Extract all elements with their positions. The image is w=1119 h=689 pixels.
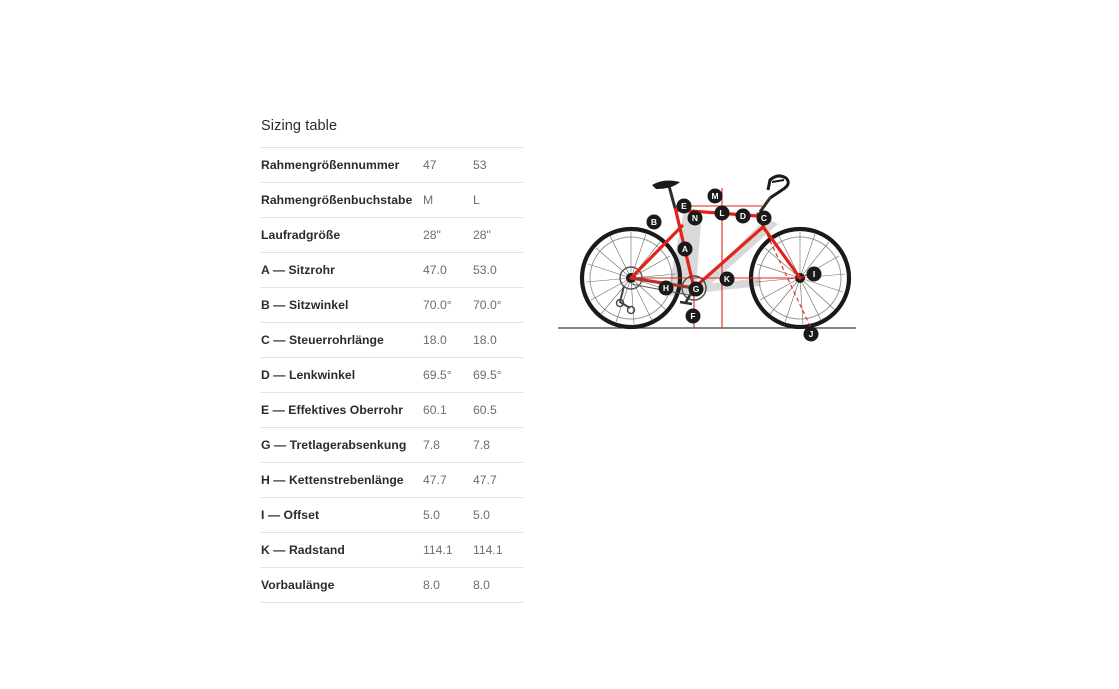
row-value-1: 60.1 <box>423 393 473 428</box>
table-row <box>261 253 523 288</box>
table-row <box>261 393 523 428</box>
callout-H <box>659 281 674 296</box>
row-label: D — Lenkwinkel <box>261 358 423 393</box>
svg-text:J: J <box>808 329 814 339</box>
table-row <box>261 218 523 253</box>
row-label: Vorbaulänge <box>261 568 423 603</box>
row-value-1: 47.0 <box>423 253 473 288</box>
row-label: Rahmengrößenbuchstabe <box>261 183 423 218</box>
svg-text:I: I <box>812 269 816 279</box>
row-value-2: 18.0 <box>473 323 523 358</box>
callout-M <box>708 189 723 204</box>
row-value-2: 47.7 <box>473 463 523 498</box>
svg-text:N: N <box>691 213 699 223</box>
callout-I <box>807 267 822 282</box>
svg-text:F: F <box>690 311 696 321</box>
row-value-2: L <box>473 183 523 218</box>
row-value-2: 70.0° <box>473 288 523 323</box>
sizing-table <box>261 147 523 603</box>
row-value-2: 69.5° <box>473 358 523 393</box>
table-row <box>261 323 523 358</box>
callout-E <box>677 199 692 214</box>
svg-text:D: D <box>739 211 747 221</box>
row-value-1: M <box>423 183 473 218</box>
callout-L <box>715 206 730 221</box>
row-value-1: 69.5° <box>423 358 473 393</box>
table-row <box>261 183 523 218</box>
svg-text:L: L <box>719 208 725 218</box>
callout-N <box>688 211 703 226</box>
svg-text:E: E <box>681 201 687 211</box>
svg-text:M: M <box>711 191 719 201</box>
bicycle-geometry-diagram <box>556 160 861 345</box>
svg-text:C: C <box>760 213 768 223</box>
row-value-1: 5.0 <box>423 498 473 533</box>
table-row <box>261 288 523 323</box>
row-value-2: 114.1 <box>473 533 523 568</box>
row-value-2: 60.5 <box>473 393 523 428</box>
row-value-1: 28" <box>423 218 473 253</box>
row-label: A — Sitzrohr <box>261 253 423 288</box>
row-label: G — Tretlagerabsenkung <box>261 428 423 463</box>
row-label: K — Radstand <box>261 533 423 568</box>
row-value-2: 7.8 <box>473 428 523 463</box>
callout-C <box>757 211 772 226</box>
row-value-1: 47.7 <box>423 463 473 498</box>
svg-text:K: K <box>723 274 731 284</box>
row-label: E — Effektives Oberrohr <box>261 393 423 428</box>
row-value-2: 8.0 <box>473 568 523 603</box>
callout-J <box>804 327 819 342</box>
row-value-2: 28" <box>473 218 523 253</box>
handlebar <box>760 176 788 212</box>
table-row <box>261 498 523 533</box>
svg-text:B: B <box>650 217 658 227</box>
sizing-table-title: Sizing table <box>261 118 338 134</box>
table-row <box>261 533 523 568</box>
row-label: C — Steuerrohrlänge <box>261 323 423 358</box>
table-row <box>261 148 523 183</box>
callout-A <box>678 242 693 257</box>
row-value-2: 53.0 <box>473 253 523 288</box>
row-value-1: 18.0 <box>423 323 473 358</box>
row-value-2: 5.0 <box>473 498 523 533</box>
row-label: Rahmengrößennummer <box>261 148 423 183</box>
callout-F <box>686 309 701 324</box>
row-value-1: 70.0° <box>423 288 473 323</box>
svg-text:G: G <box>692 284 700 294</box>
callout-K <box>720 272 735 287</box>
sizing-table-block <box>261 118 523 603</box>
callout-D <box>736 209 751 224</box>
sizing-table-body <box>261 148 523 603</box>
row-value-1: 8.0 <box>423 568 473 603</box>
row-label: B — Sitzwinkel <box>261 288 423 323</box>
row-value-1: 114.1 <box>423 533 473 568</box>
table-row <box>261 463 523 498</box>
row-value-2: 53 <box>473 148 523 183</box>
row-label: Laufradgröße <box>261 218 423 253</box>
table-row <box>261 358 523 393</box>
row-label: I — Offset <box>261 498 423 533</box>
saddle <box>652 181 680 208</box>
callout-B <box>647 215 662 230</box>
svg-text:H: H <box>662 283 670 293</box>
row-label: H — Kettenstrebenlänge <box>261 463 423 498</box>
row-value-1: 7.8 <box>423 428 473 463</box>
table-row <box>261 568 523 603</box>
callout-G <box>689 282 704 297</box>
row-value-1: 47 <box>423 148 473 183</box>
svg-text:A: A <box>681 244 689 254</box>
table-row <box>261 428 523 463</box>
